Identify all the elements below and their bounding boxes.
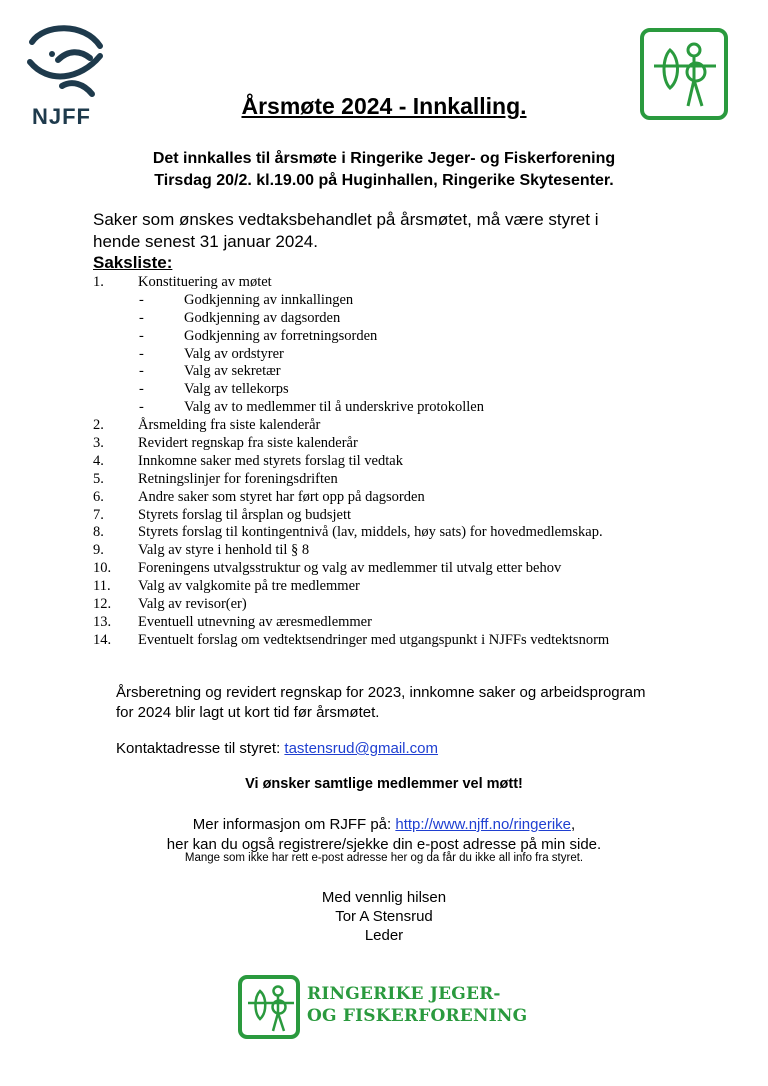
- agenda-heading: Saksliste:: [93, 253, 173, 272]
- agenda-item: [93, 614, 733, 632]
- email-note: Mange som ikke har rett e-post adresse her og da får du ikke all info fra styret.: [184, 852, 584, 864]
- agenda-item: [93, 417, 733, 435]
- agenda-subitem-text: Godkjenning av innkallingen: [184, 291, 354, 308]
- hunter-fisher-emblem-icon: [238, 975, 302, 1039]
- agenda-item: [93, 471, 733, 489]
- agenda-item-number: 13.: [93, 613, 112, 630]
- report-line-2: for 2024 blir lagt ut kort tid før årsmøtet.: [116, 704, 380, 721]
- agenda-subitem: [93, 346, 733, 364]
- dash-bullet-icon: -: [139, 327, 144, 344]
- dash-bullet-icon: -: [139, 345, 144, 362]
- agenda-item-text: Eventuelt forslag om vedtektsendringer med utgangspunkt i NJFFs vedtektsnorm: [138, 631, 610, 648]
- agenda-list: [93, 274, 733, 650]
- agenda-subitem: [93, 381, 733, 399]
- intro-line-2: Tirsdag 20/2. kl.19.00 på Huginhallen, Ringerike Skytesenter.: [154, 172, 614, 189]
- agenda-item-number: 2.: [93, 417, 104, 434]
- agenda-subitem: [93, 363, 733, 381]
- meeting-intro: [0, 148, 768, 192]
- agenda-subitem-text: Valg av sekretær: [184, 363, 281, 380]
- agenda-item: [93, 578, 733, 596]
- agenda-item-number: 14.: [93, 631, 112, 648]
- welcome-message: Vi ønsker samtlige medlemmer vel møtt!: [245, 776, 523, 792]
- signoff-role: Leder: [364, 927, 404, 944]
- ringerike-logo-text: [307, 983, 527, 1027]
- agenda-item: [93, 632, 733, 650]
- njff-ringerike-link[interactable]: http://www.njff.no/ringerike: [395, 816, 572, 833]
- njff-logo-text: NJFF: [32, 104, 91, 129]
- agenda-item-number: 6.: [93, 488, 104, 505]
- agenda-item-text: Valg av revisor(er): [138, 596, 247, 613]
- page-title: Årsmøte 2024 - Innkalling.: [241, 93, 527, 119]
- agenda-item-number: 9.: [93, 542, 104, 559]
- deadline-line-1: Saker som ønskes vedtaksbehandlet på årsmøtet, må være styret i: [93, 210, 599, 229]
- dash-bullet-icon: -: [139, 291, 144, 308]
- dash-bullet-icon: -: [139, 399, 144, 416]
- agenda-item: [93, 274, 733, 292]
- agenda-subitem: [93, 292, 733, 310]
- signoff-name: Tor A Stensrud: [335, 908, 433, 925]
- contact-email-link[interactable]: tastensrud@gmail.com: [284, 740, 439, 757]
- submission-deadline: [93, 209, 713, 253]
- agenda-item-text: Årsmelding fra siste kalenderår: [138, 417, 321, 434]
- agenda-item: [93, 542, 733, 560]
- agenda-item: [93, 507, 733, 525]
- deadline-line-2: hende senest 31 januar 2024.: [93, 232, 318, 251]
- intro-line-1: Det innkalles til årsmøte i Ringerike Jeger- og Fiskerforening: [152, 150, 616, 167]
- agenda-item-number: 12.: [93, 596, 112, 613]
- agenda-subitem: [93, 399, 733, 417]
- contact-label: Kontaktadresse til styret:: [116, 740, 285, 757]
- agenda-item-text: Styrets forslag til kontingentnivå (lav, middels, høy sats) for hovedmedlemskap.: [138, 524, 603, 541]
- info-suffix: ,: [571, 816, 576, 833]
- agenda-item-text: Retningslinjer for foreningsdriften: [138, 470, 338, 487]
- agenda-item-text: Eventuell utnevning av æresmedlemmer: [138, 613, 372, 630]
- dash-bullet-icon: -: [139, 309, 144, 326]
- signoff-greeting: Med vennlig hilsen: [321, 889, 447, 906]
- agenda-item: [93, 489, 733, 507]
- agenda-subitem: [93, 328, 733, 346]
- agenda-item: [93, 560, 733, 578]
- agenda-item-number: 10.: [93, 560, 112, 577]
- agenda-item: [93, 453, 733, 471]
- agenda-subitem-text: Valg av tellekorps: [184, 381, 289, 398]
- logo-text-line-1: RINGERIKE JEGER-: [307, 984, 501, 1004]
- agenda-subitem-text: Valg av ordstyrer: [184, 345, 284, 362]
- info-prefix: Mer informasjon om RJFF på:: [192, 816, 396, 833]
- agenda-item-text: Styrets forslag til årsplan og budsjett: [138, 506, 352, 523]
- annual-report-notice: [116, 683, 696, 723]
- report-line-1: Årsberetning og revidert regnskap for 2023, innkomne saker og arbeidsprogram: [116, 684, 646, 701]
- agenda-item-number: 11.: [93, 578, 111, 595]
- agenda-item-number: 5.: [93, 470, 104, 487]
- agenda-item: [93, 435, 733, 453]
- signoff: [0, 888, 768, 945]
- agenda-item-text: Konstituering av møtet: [138, 274, 272, 290]
- agenda-item-text: Andre saker som styret har ført opp på dagsorden: [138, 488, 425, 505]
- agenda-item-number: 4.: [93, 452, 104, 469]
- agenda-subitem-text: Godkjenning av dagsorden: [184, 309, 341, 326]
- more-info: [0, 815, 768, 855]
- agenda-item-number: 8.: [93, 524, 104, 541]
- agenda-item-text: Valg av styre i henhold til § 8: [138, 542, 310, 559]
- agenda-item: [93, 596, 733, 614]
- info-line-2: her kan du også registrere/sjekke din e-post adresse på min side.: [166, 836, 602, 853]
- agenda-item: [93, 524, 733, 542]
- logo-text-line-2: OG FISKERFORENING: [307, 1006, 528, 1026]
- agenda-subitem-text: Godkjenning av forretningsorden: [184, 327, 378, 344]
- agenda-item-text: Revidert regnskap fra siste kalenderår: [138, 435, 358, 452]
- dash-bullet-icon: -: [139, 363, 144, 380]
- agenda-item-number: 3.: [93, 435, 104, 452]
- agenda-item-text: Valg av valgkomite på tre medlemmer: [138, 578, 360, 595]
- agenda-subitem-text: Valg av to medlemmer til å underskrive protokollen: [184, 399, 484, 416]
- agenda-item-text: Innkomne saker med styrets forslag til vedtak: [138, 452, 403, 469]
- agenda-item-number: 1.: [93, 274, 104, 290]
- agenda-subitem: [93, 310, 733, 328]
- contact-address: [116, 740, 438, 757]
- agenda-item-text: Foreningens utvalgsstruktur og valg av medlemmer til utvalg etter behov: [138, 560, 562, 577]
- agenda-item-number: 7.: [93, 506, 104, 523]
- dash-bullet-icon: -: [139, 381, 144, 398]
